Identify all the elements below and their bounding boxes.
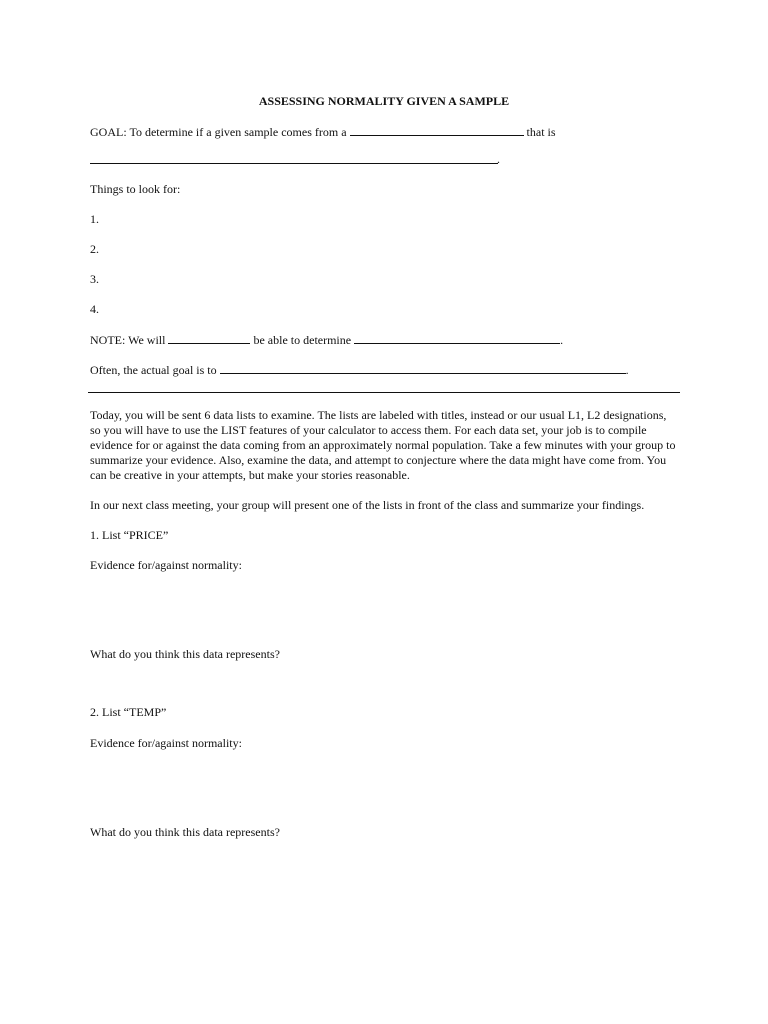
list-2-evidence-prompt: Evidence for/against normality: [90, 736, 242, 750]
list-2-represents-prompt: What do you think this data represents? [90, 825, 280, 839]
goal-end-mark: . [497, 152, 500, 166]
list-2-heading: 2. List “TEMP” [90, 705, 167, 719]
often-end-mark: . [625, 363, 629, 377]
things-heading: Things to look for: [90, 182, 181, 196]
numbered-item-4: 4. [90, 302, 99, 316]
numbered-item-2: 2. [90, 242, 99, 256]
goal-suffix: that is [526, 125, 556, 139]
instructions-paragraph: Today, you will be sent 6 data lists to examine. The lists are labeled with titles, instead or our usual L1, L2 designations, so you will have to use the LIST features of your calculator to access them. For each data set, your job is to compile evidence for or against the data coming from an approximately normal population. Take a few minutes with your group to summarize your evidence. Also, examine the data, and attempt to conjecture where the data might have come from. You can be creative in your attempts, but make your stories reasonable. [90, 408, 676, 482]
note-middle: be able to determine [253, 333, 352, 347]
goal-line [90, 124, 556, 140]
page-title: ASSESSING NORMALITY GIVEN A SAMPLE [258, 94, 510, 108]
note-blank-2 [354, 332, 560, 344]
list-1-heading: 1. List “PRICE” [90, 528, 169, 542]
note-end-mark: . [560, 333, 564, 347]
list-1-evidence-prompt: Evidence for/against normality: [90, 558, 242, 572]
goal-blank-2 [90, 163, 498, 164]
section-divider [88, 392, 680, 393]
list-1-represents-prompt: What do you think this data represents? [90, 647, 280, 661]
next-class-paragraph: In our next class meeting, your group will present one of the lists in front of the class and summarize your findings. [90, 498, 645, 512]
note-blank-1 [168, 332, 250, 344]
often-line [90, 362, 629, 378]
goal-prefix: GOAL: To determine if a given sample comes from a [90, 125, 347, 139]
numbered-item-3: 3. [90, 272, 99, 286]
goal-blank-1 [350, 124, 524, 136]
numbered-item-1: 1. [90, 212, 99, 226]
often-prefix: Often, the actual goal is to [90, 363, 217, 377]
note-prefix: NOTE: We will [90, 333, 166, 347]
note-line [90, 332, 563, 348]
often-blank [220, 362, 626, 374]
